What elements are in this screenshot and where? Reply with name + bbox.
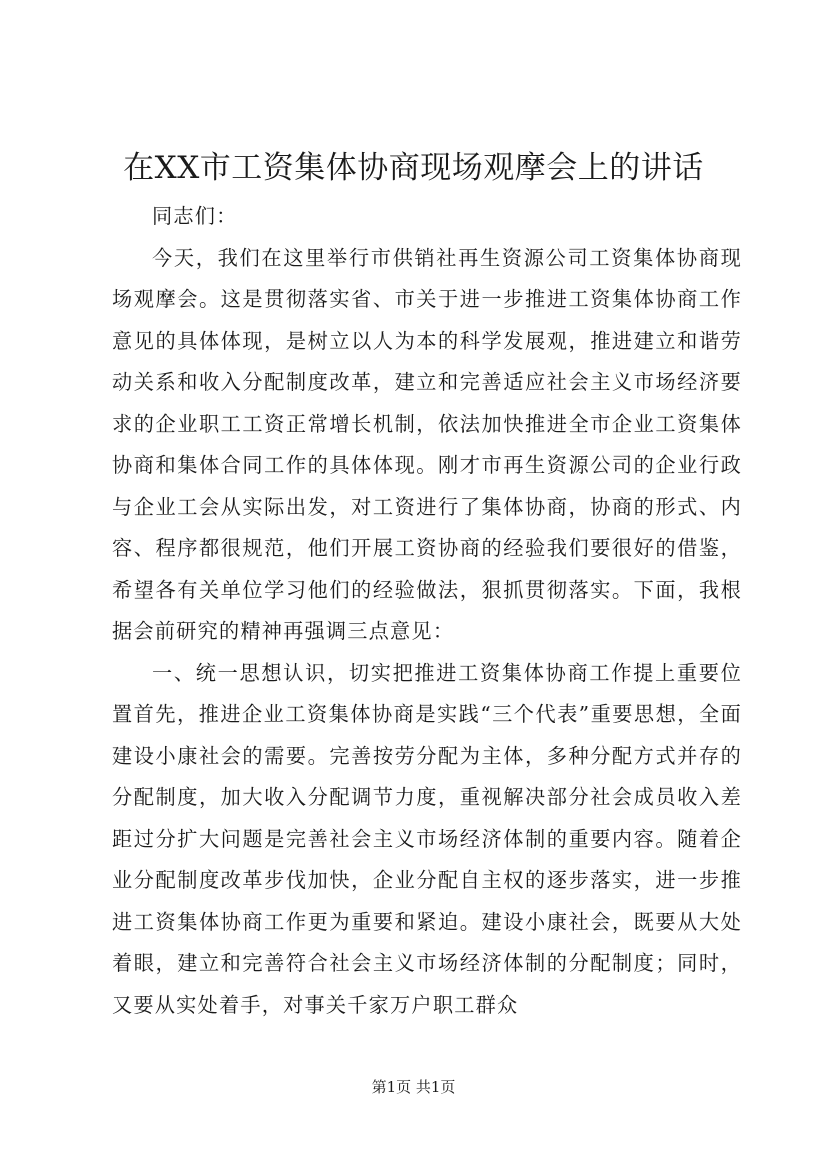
document-body: [112, 196, 742, 1026]
paragraph-1: 今天，我们在这里举行市供销社再生资源公司工资集体协商现场观摩会。这是贯彻落实省、市关于进一步推进工资集体协商工作意见的具体体现，是树立以人为本的科学发展观，推进建立和谐劳动关系和收入分配制度改革，建立和完善适应社会主义市场经济要求的企业职工工资正常增长机制，依法加快推进全市企业工资集体协商和集体合同工作的具体体现。刚才市再生资源公司的企业行政与企业工会从实际出发，对工资进行了集体协商，协商的形式、内容、程序都很规范，他们开展工资协商的经验我们要很好的借鉴，希望各有关单位学习他们的经验做法，狠抓贯彻落实。下面，我根据会前研究的精神再强调三点意见：: [112, 245, 742, 643]
page-number-footer: 第1页 共1页: [371, 1078, 456, 1096]
salutation: 同志们：: [152, 204, 238, 228]
paragraph-2: 一、统一思想认识，切实把推进工资集体协商工作提上重要位置首先，推进企业工资集体协商是实践“三个代表”重要思想，全面建设小康社会的需要。完善按劳分配为主体，多种分配方式并存的分配制度，加大收入分配调节力度，重视解决部分社会成员收入差距过分扩大问题是完善社会主义市场经济体制的重要内容。随着企业分配制度改革步伐加快，企业分配自主权的逐步落实，进一步推进工资集体协商工作更为重要和紧迫。建设小康社会，既要从大处着眼，建立和完善符合社会主义市场经济体制的分配制度；同时，又要从实处着手，对事关千家万户职工群众: [112, 660, 742, 1017]
document-title: 在XX市工资集体协商现场观摩会上的讲话: [123, 150, 704, 186]
